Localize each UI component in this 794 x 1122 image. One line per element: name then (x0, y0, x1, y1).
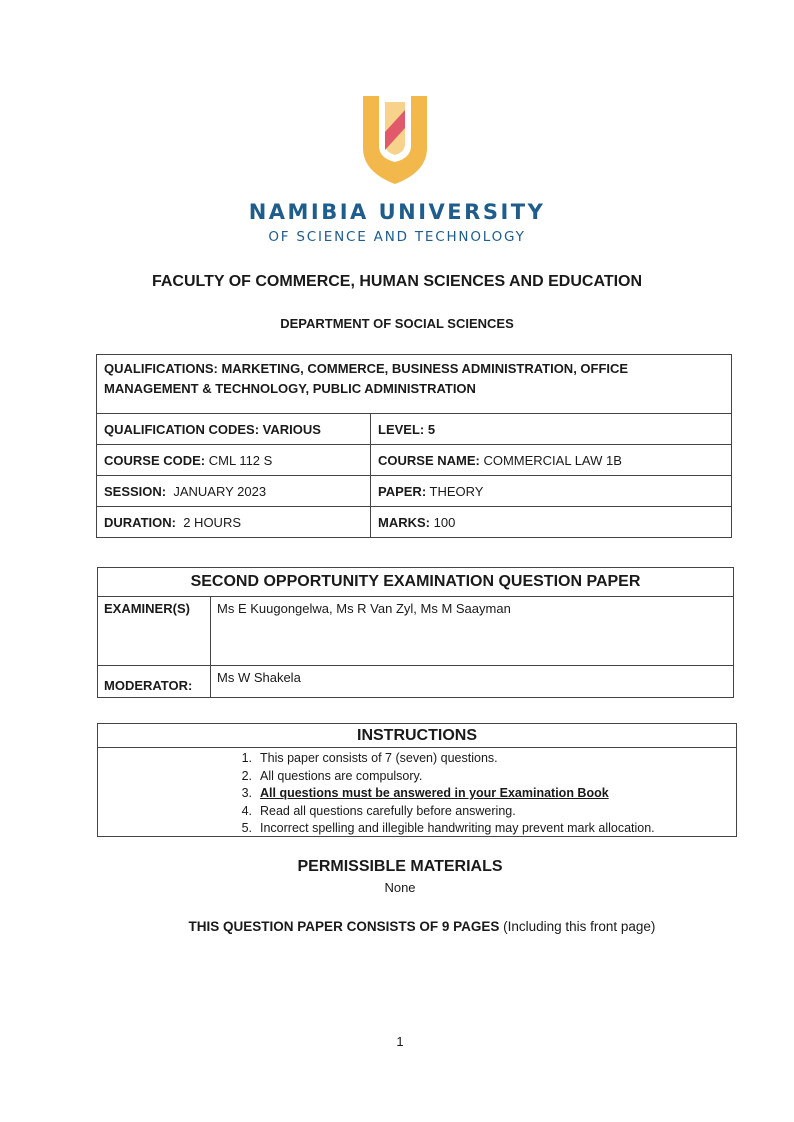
session-cell (97, 476, 371, 507)
marks-value: 100 (430, 514, 456, 530)
moderator-label-cell (98, 666, 211, 698)
instruction-text: This paper consists of 7 (seven) questions. (260, 751, 498, 765)
instruction-item (98, 768, 736, 786)
moderator-value: Ms W Shakela (217, 670, 301, 685)
qualifications-text: QUALIFICATIONS: MARKETING, COMMERCE, BUSINESS ADMINISTRATION, OFFICE MANAGEMENT & TECHNOLOGY, PUBLIC ADMINISTRATION (104, 361, 629, 396)
course-name-value: COMMERCIAL LAW 1B (479, 452, 622, 468)
course-code-label: COURSE CODE: (104, 452, 206, 468)
examiners-value: Ms E Kuugongelwa, Ms R Van Zyl, Ms M Saayman (217, 601, 511, 616)
page-number: 1 (396, 1034, 404, 1049)
exam-title-cell (98, 568, 734, 597)
exam-info-table (97, 567, 734, 698)
instruction-item (98, 785, 736, 803)
university-logo (355, 88, 435, 188)
qualifications-cell (97, 355, 732, 414)
instruction-number: 5. (241, 821, 252, 836)
exam-title: SECOND OPPORTUNITY EXAMINATION QUESTION PAPER (190, 573, 641, 590)
paper-label: PAPER: (378, 483, 427, 499)
examiners-value-cell (211, 597, 734, 666)
duration-cell (97, 507, 371, 538)
session-label: SESSION: (104, 483, 167, 499)
page-count-bold: THIS QUESTION PAPER CONSISTS OF 9 PAGES (188, 919, 500, 934)
duration-label: DURATION: (104, 514, 176, 530)
instructions-box (97, 723, 737, 837)
instruction-item (98, 820, 736, 838)
page-count-rest: (Including this front page) (499, 919, 656, 934)
instruction-number: 3. (241, 786, 252, 801)
faculty-heading: FACULTY OF COMMERCE, HUMAN SCIENCES AND EDUCATION (151, 273, 643, 290)
examiners-label: EXAMINER(S) (104, 601, 190, 616)
course-info-table (96, 354, 732, 538)
instruction-text: All questions are compulsory. (260, 768, 423, 783)
shield-logo-icon (355, 88, 435, 188)
instruction-item (98, 750, 736, 768)
session-value: JANUARY 2023 (166, 483, 267, 499)
instruction-number: 1. (241, 751, 252, 765)
course-code-value: CML 112 S (205, 452, 273, 468)
permissible-materials-title: PERMISSIBLE MATERIALS (297, 858, 503, 875)
course-code-cell (97, 445, 371, 476)
instruction-text: Read all questions carefully before answering. (260, 803, 516, 818)
instruction-text: Incorrect spelling and illegible handwriting may prevent mark allocation. (260, 821, 655, 836)
level-cell (371, 414, 732, 445)
moderator-label: MODERATOR: (104, 678, 193, 693)
marks-cell (371, 507, 732, 538)
university-subtitle: OF SCIENCE AND TECHNOLOGY (268, 229, 526, 245)
moderator-value-cell (211, 666, 734, 698)
paper-value: THEORY (426, 483, 484, 499)
permissible-materials-value: None (384, 880, 416, 895)
course-name-label: COURSE NAME: (378, 452, 480, 468)
marks-label: MARKS: (378, 514, 430, 530)
duration-value: 2 HOURS (175, 514, 241, 530)
instructions-title: INSTRUCTIONS (98, 724, 736, 748)
paper-cell (371, 476, 732, 507)
page-count-line (0, 919, 794, 934)
instruction-number: 2. (241, 768, 252, 783)
instruction-item (98, 803, 736, 821)
instruction-text: All questions must be answered in your Examination Book (260, 786, 609, 801)
instructions-list (98, 748, 736, 838)
course-name-cell (371, 445, 732, 476)
instruction-number: 4. (241, 803, 252, 818)
qualification-codes-text: QUALIFICATION CODES: VARIOUS (104, 421, 321, 437)
examiners-label-cell (98, 597, 211, 666)
level-text: LEVEL: 5 (378, 421, 436, 437)
qualification-codes-cell (97, 414, 371, 445)
department-heading: DEPARTMENT OF SOCIAL SCIENCES (280, 316, 514, 331)
university-name: NAMIBIA UNIVERSITY (248, 200, 546, 224)
